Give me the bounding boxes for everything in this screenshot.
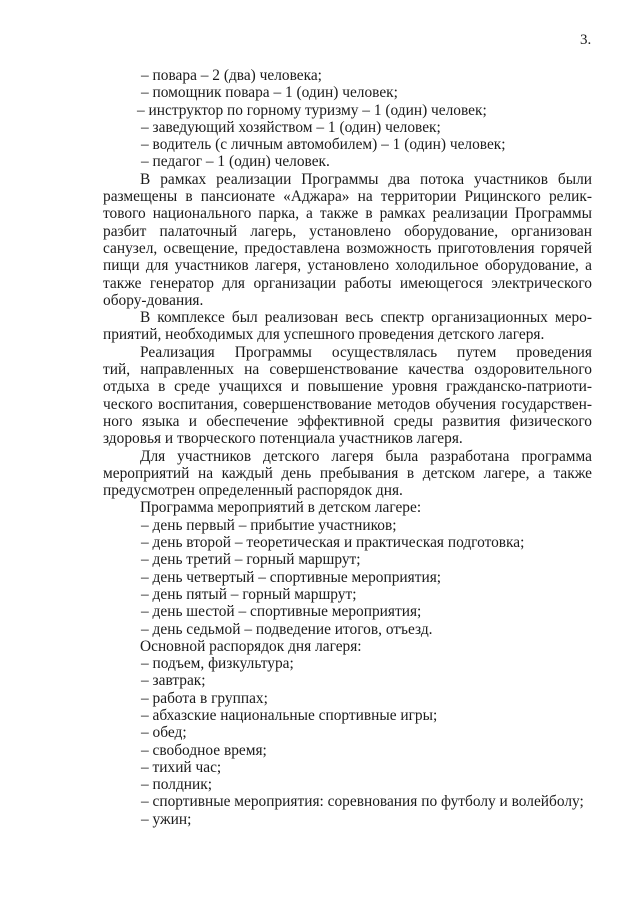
paragraph-line: приятий, необходимых для успешного проведения детского лагеря.: [103, 326, 545, 344]
page-number: 3.: [580, 32, 592, 48]
program-day-item: – день седьмой – подведение итогов, отъезд.: [141, 620, 433, 638]
paragraph-line: мероприятий на каждый день пребывания в детском лагере, а также: [103, 464, 592, 482]
program-day-item: – день шестой – спортивные мероприятия;: [141, 603, 422, 621]
paragraph-line: В комплексе был реализован весь спектр организационных меро-: [140, 309, 592, 327]
paragraph-line: ческого воспитания, совершенствование методов обучения государствен-: [103, 395, 592, 413]
schedule-item: – ужин;: [141, 810, 192, 828]
program-day-item: – день пятый – горный маршрут;: [141, 585, 357, 603]
schedule-item: – завтрак;: [141, 672, 206, 690]
schedule-item: – свободное время;: [141, 741, 267, 759]
paragraph-line: также генератор для организации работы имеющегося электрического: [103, 274, 592, 292]
paragraph-line: здоровья и творческого потенциала участников лагеря.: [103, 430, 463, 448]
paragraph-line: отдыха в среде учащихся и повышение уровня гражданско-патриоти-: [103, 378, 592, 396]
paragraph-line: пищи для участников лагеря, установлено холодильное оборудование, а: [103, 257, 592, 275]
paragraph-line: санузел, освещение, предоставлена возможность приготовления горячей: [103, 239, 592, 257]
paragraph-line: В рамках реализации Программы два потока участников были: [140, 170, 592, 188]
staff-list-item: – педагог – 1 (один) человек.: [141, 153, 330, 171]
staff-list-item: – инструктор по горному туризму – 1 (один) человек;: [137, 101, 487, 119]
paragraph-line: разбит палаточный лагерь, установлено оборудование, организован: [103, 222, 592, 240]
schedule-item: – тихий час;: [141, 758, 222, 776]
schedule-item: – подъем, физкультура;: [141, 655, 294, 673]
program-day-item: – день второй – теоретическая и практическая подготовка;: [141, 534, 525, 552]
program-heading: Программа мероприятий в детском лагере:: [140, 499, 422, 517]
paragraph-line: предусмотрен определенный распорядок дня.: [103, 482, 403, 500]
schedule-heading: Основной распорядок дня лагеря:: [140, 637, 362, 655]
document-body: [103, 67, 592, 828]
paragraph-line: тий, направленных на совершенствование качества оздоровительного: [103, 361, 592, 379]
program-day-item: – день первый – прибытие участников;: [141, 516, 397, 534]
schedule-item: – полдник;: [141, 776, 213, 794]
paragraph-line: Для участников детского лагеря была разработана программа: [140, 447, 592, 465]
staff-list-item: – повара – 2 (два) человека;: [141, 67, 322, 84]
paragraph-line: ного языка и обеспечение эффективной среды развития физического: [103, 412, 592, 430]
paragraph-line: тового национального парка, а также в рамках реализации Программы: [103, 205, 592, 223]
paragraph-line: обору-дования.: [103, 291, 204, 309]
schedule-item: – абхазские национальные спортивные игры;: [141, 706, 438, 724]
staff-list-item: – заведующий хозяйством – 1 (один) человек;: [141, 118, 441, 136]
paragraph-line: размещены в пансионате «Аджара» на территории Рицинского релик-: [103, 188, 592, 206]
schedule-item: – работа в группах;: [141, 689, 268, 707]
staff-list-item: – водитель (с личным автомобилем) – 1 (один) человек;: [141, 136, 506, 154]
paragraph-line: Реализация Программы осуществлялась путем проведения: [140, 343, 592, 361]
schedule-item: – спортивные мероприятия: соревнования по футболу и волейболу;: [141, 793, 584, 811]
program-day-item: – день третий – горный маршрут;: [141, 551, 361, 569]
staff-list-item: – помощник повара – 1 (один) человек;: [141, 84, 398, 102]
schedule-item: – обед;: [141, 724, 187, 742]
program-day-item: – день четвертый – спортивные мероприятия;: [141, 568, 442, 586]
